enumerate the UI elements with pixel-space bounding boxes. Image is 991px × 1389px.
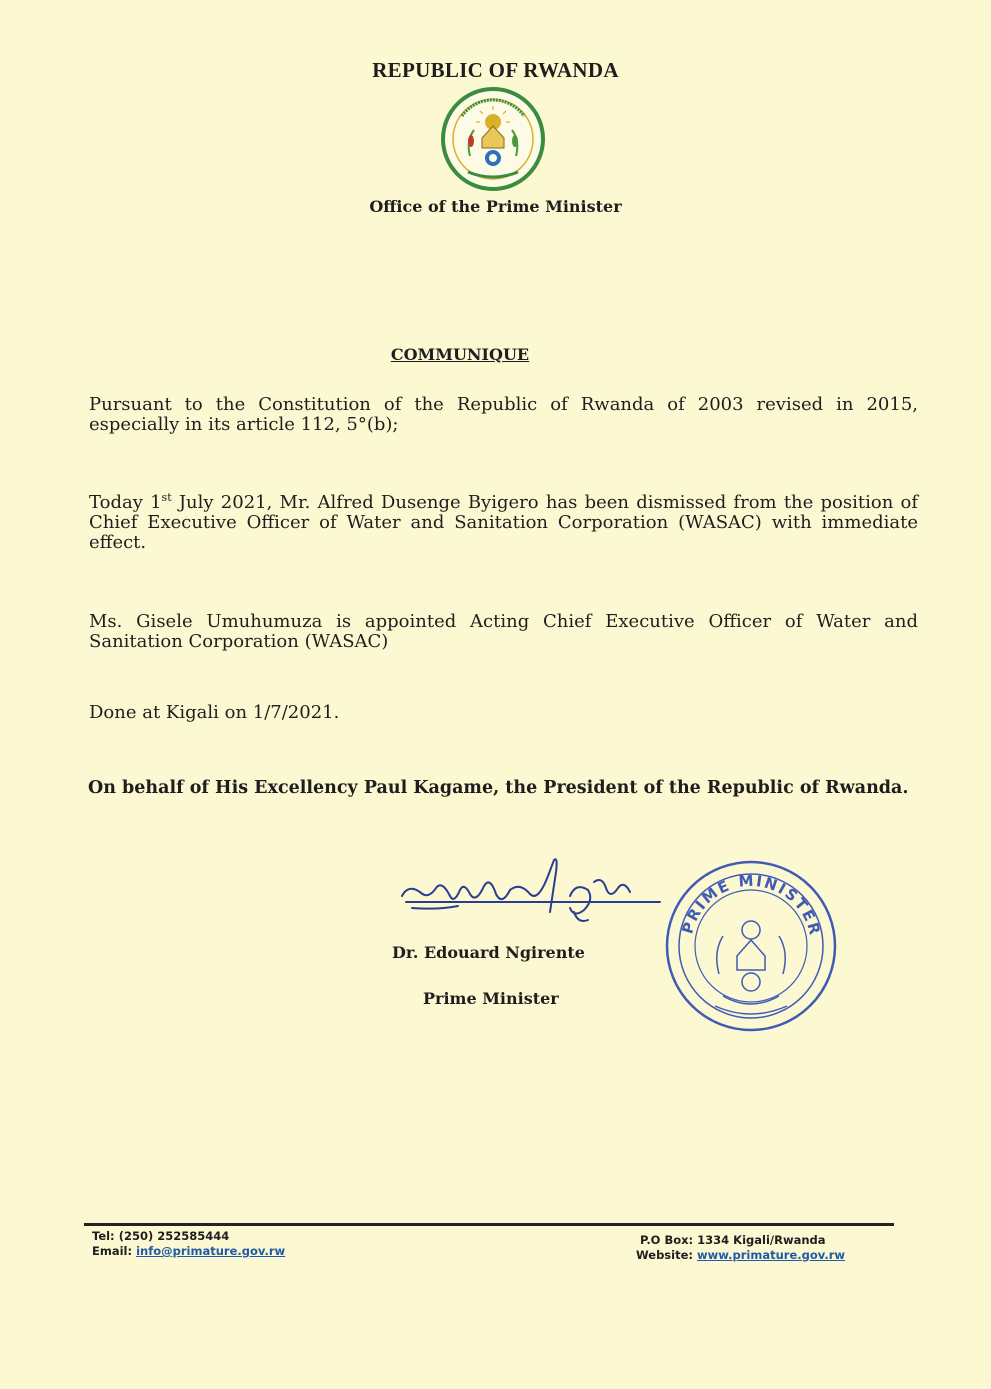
paragraph-done-at bbox=[89, 703, 918, 723]
country-heading: REPUBLIC OF RWANDA bbox=[372, 58, 619, 82]
email-label: Email: bbox=[92, 1244, 133, 1258]
website-link[interactable]: www.primature.gov.rw bbox=[697, 1248, 845, 1262]
national-seal-icon bbox=[440, 86, 546, 192]
website-label: Website: bbox=[636, 1248, 693, 1262]
svg-text:PRIME MINISTER: PRIME MINISTER bbox=[678, 871, 825, 939]
paragraph-2-rest: July 2021, Mr. Alfred Dusenge Byigero has been dismissed from the position of Chief Executive Officer of Water and Sanitation Corporation (WASAC) with immediate effect. bbox=[89, 492, 918, 553]
on-behalf-statement: On behalf of His Excellency Paul Kagame, the President of the Republic of Rwanda. bbox=[88, 778, 909, 798]
footer-contact-right bbox=[636, 1233, 845, 1263]
tel-label: Tel: bbox=[92, 1229, 115, 1243]
ordinal-suffix: st bbox=[161, 491, 172, 504]
footer-contact-left bbox=[92, 1229, 285, 1259]
paragraph-2-prefix: Today 1 bbox=[89, 492, 162, 513]
paragraph-dismissal bbox=[89, 488, 918, 553]
email-link[interactable]: info@primature.gov.rw bbox=[136, 1244, 286, 1258]
footer-divider bbox=[84, 1223, 894, 1226]
official-stamp-icon bbox=[663, 856, 839, 1036]
paragraph-4-text: Done at Kigali on 1/7/2021. bbox=[89, 702, 340, 723]
signatory-name: Dr. Edouard Ngirente bbox=[392, 943, 585, 962]
handwritten-signature bbox=[398, 852, 668, 932]
pobox-label: P.O Box: bbox=[640, 1233, 694, 1247]
signatory-title: Prime Minister bbox=[423, 989, 559, 1008]
communique-title: COMMUNIQUE bbox=[390, 345, 530, 364]
paragraph-constitution bbox=[89, 395, 918, 435]
paragraph-1-text: Pursuant to the Constitution of the Republic of Rwanda of 2003 revised in 2015, especially in its article 112, 5°(b); bbox=[89, 394, 918, 435]
paragraph-3-text: Ms. Gisele Umuhumuza is appointed Acting Chief Executive Officer of Water and Sanitation Corporation (WASAC) bbox=[89, 611, 918, 652]
office-heading: Office of the Prime Minister bbox=[369, 197, 622, 216]
tel-value: (250) 252585444 bbox=[118, 1229, 230, 1243]
pobox-value: 1334 Kigali/Rwanda bbox=[697, 1233, 826, 1247]
paragraph-appointment bbox=[89, 612, 918, 652]
